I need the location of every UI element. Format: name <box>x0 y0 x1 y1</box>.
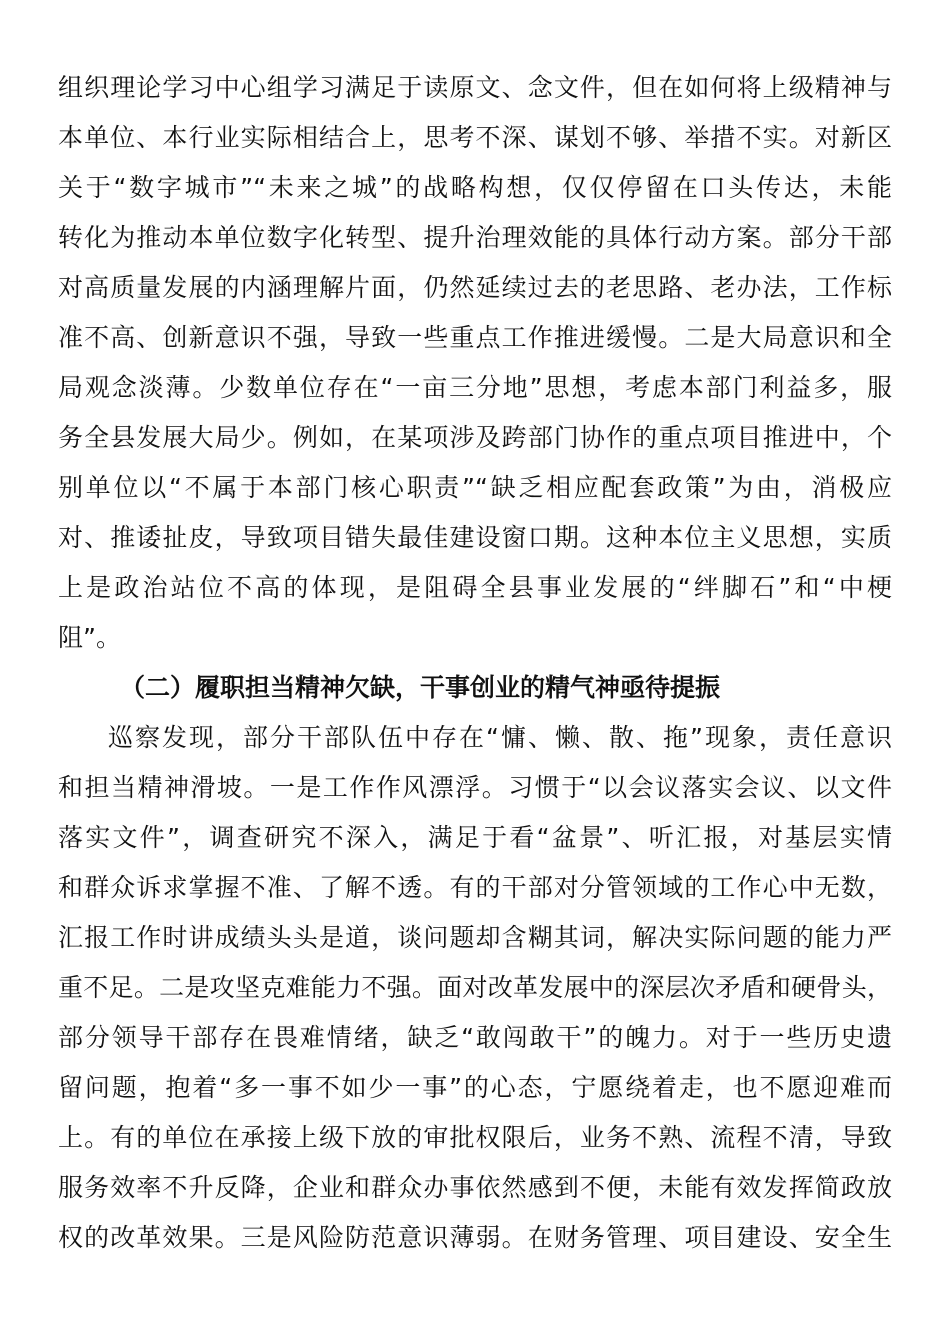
paragraph-1-line: 准不高、创新意识不强，导致一些重点工作推进缓慢。二是大局意识和全 <box>58 323 892 352</box>
paragraph-2-line: 重不足。二是攻坚克难能力不强。面对改革发展中的深层次矛盾和硬骨头， <box>58 973 892 1002</box>
section-heading: （二）履职担当精神欠缺，干事创业的精气神亟待提振 <box>120 673 721 702</box>
paragraph-2-line: 落实文件”，调查研究不深入，满足于看“盆景”、听汇报，对基层实情 <box>58 823 892 852</box>
paragraph-2-line: 留问题，抱着“多一事不如少一事”的心态，宁愿绕着走，也不愿迎难而 <box>58 1073 892 1102</box>
paragraph-1-line: 转化为推动本单位数字化转型、提升治理效能的具体行动方案。部分干部 <box>58 223 892 252</box>
paragraph-1-line: 本单位、本行业实际相结合上，思考不深、谋划不够、举措不实。对新区 <box>58 123 892 152</box>
paragraph-2-line: 巡察发现，部分干部队伍中存在“慵、懒、散、拖”现象，责任意识 <box>108 723 892 752</box>
paragraph-1-line: 对高质量发展的内涵理解片面，仍然延续过去的老思路、老办法，工作标 <box>58 273 892 302</box>
paragraph-1-line: 对、推诿扯皮，导致项目错失最佳建设窗口期。这种本位主义思想，实质 <box>58 523 892 552</box>
paragraph-2-line: 部分领导干部存在畏难情绪，缺乏“敢闯敢干”的魄力。对于一些历史遗 <box>58 1023 892 1052</box>
paragraph-1 <box>58 63 892 663</box>
paragraph-1-line: 关于“数字城市”“未来之城”的战略构想，仅仅停留在口头传达，未能 <box>58 173 892 202</box>
paragraph-1-line: 别单位以“不属于本部门核心职责”“缺乏相应配套政策”为由，消极应 <box>58 473 892 502</box>
paragraph-2-line: 和担当精神滑坡。一是工作作风漂浮。习惯于“以会议落实会议、以文件 <box>58 773 892 802</box>
paragraph-1-line: 务全县发展大局少。例如，在某项涉及跨部门协作的重点项目推进中，个 <box>58 423 892 452</box>
paragraph-2-line: 上。有的单位在承接上级下放的审批权限后，业务不熟、流程不清，导致 <box>58 1123 892 1152</box>
section-heading-block <box>58 663 892 713</box>
paragraph-1-line: 组织理论学习中心组学习满足于读原文、念文件，但在如何将上级精神与 <box>58 73 892 102</box>
paragraph-1-line: 局观念淡薄。少数单位存在“一亩三分地”思想，考虑本部门利益多，服 <box>58 373 892 402</box>
paragraph-1-line: 阻”。 <box>58 623 121 652</box>
paragraph-2 <box>58 713 892 1263</box>
paragraph-1-line: 上是政治站位不高的体现，是阻碍全县事业发展的“绊脚石”和“中梗 <box>58 573 892 602</box>
paragraph-2-line: 汇报工作时讲成绩头头是道，谈问题却含糊其词，解决实际问题的能力严 <box>58 923 892 952</box>
paragraph-2-line: 权的改革效果。三是风险防范意识薄弱。在财务管理、项目建设、安全生 <box>58 1223 892 1252</box>
paragraph-2-line: 和群众诉求掌握不准、了解不透。有的干部对分管领域的工作心中无数， <box>58 873 892 902</box>
paragraph-2-line: 服务效率不升反降，企业和群众办事依然感到不便，未能有效发挥简政放 <box>58 1173 892 1202</box>
